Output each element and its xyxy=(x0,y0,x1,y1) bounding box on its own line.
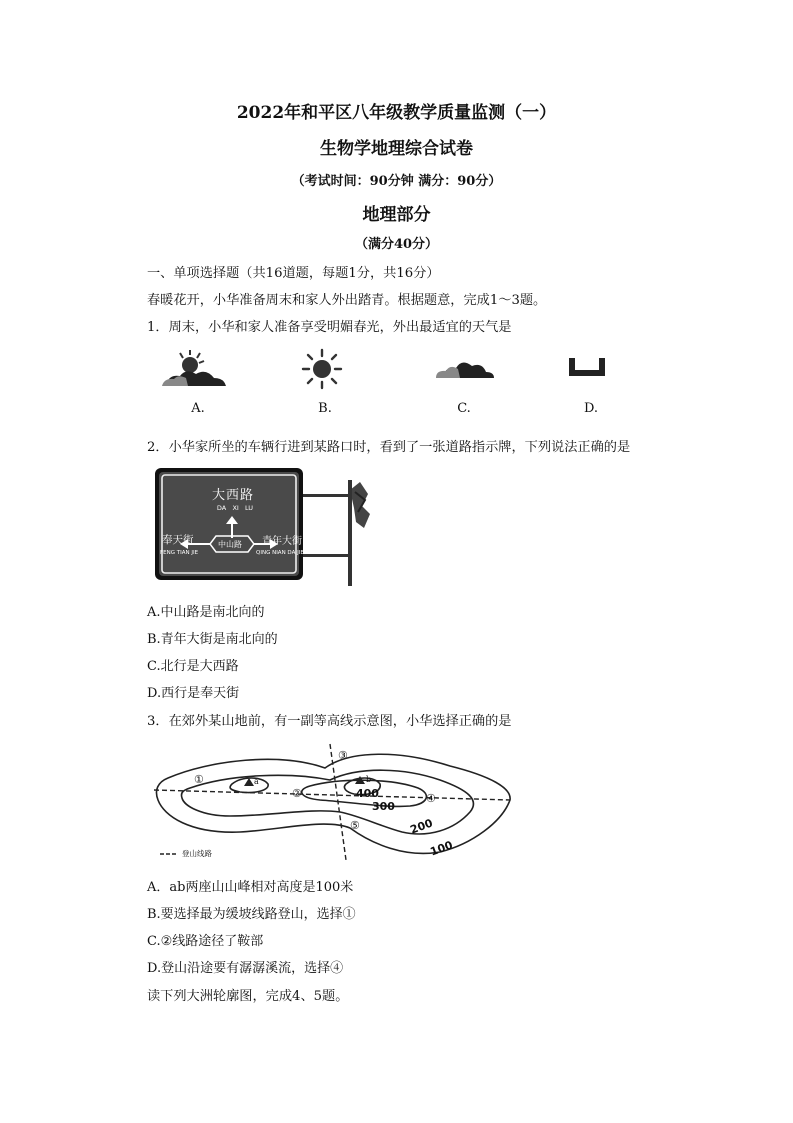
section-score: （满分40分） xyxy=(354,237,439,252)
q3-option-b: B.要选择最为缓坡线路登山，选择① xyxy=(147,907,356,922)
question-3-stem: 3．在郊外某山地前，有一副等高线示意图，小华选择正确的是 xyxy=(147,714,512,729)
cloudy-icon xyxy=(434,352,496,386)
sunny-icon xyxy=(299,348,345,394)
choice-a-label: A. xyxy=(191,401,205,416)
sign-right-road: 青年大街 xyxy=(262,536,302,547)
section-title: 地理部分 xyxy=(362,205,431,225)
next-section-intro: 读下列大洲轮廓图，完成4、5题。 xyxy=(147,989,349,1004)
sign-top-pinyin: DA XI LU xyxy=(216,504,254,512)
q2-option-c: C.北行是大西路 xyxy=(147,659,239,674)
sign-right-pinyin: QING NIAN DA JIE xyxy=(256,550,304,556)
q3-option-c: C.②线路途径了鞍部 xyxy=(147,934,264,949)
exam-info: （考试时间：90分钟 满分：90分） xyxy=(291,174,502,189)
choice-c-label: C. xyxy=(457,401,471,416)
route-marker-4: ④ xyxy=(426,792,436,805)
contour-label-100: 100 xyxy=(428,838,455,859)
part-intro: 春暖花开，小华准备周末和家人外出踏青。根据题意，完成1～3题。 xyxy=(147,293,547,308)
q2-option-b: B.青年大街是南北向的 xyxy=(147,632,278,647)
q3-option-a: A．ab两座山山峰相对高度是100米 xyxy=(147,880,354,895)
fog-icon xyxy=(566,356,608,384)
route-marker-5: ⑤ xyxy=(350,819,360,832)
peak-a-label: a xyxy=(254,777,259,786)
peak-b-label: b xyxy=(366,775,372,784)
contour-label-200: 200 xyxy=(408,816,435,837)
route-marker-1: ① xyxy=(194,773,204,786)
contour-label-300: 300 xyxy=(372,800,395,813)
contour-map-figure xyxy=(150,740,520,865)
sign-left-pinyin: FENG TIAN JIE xyxy=(160,550,199,556)
q2-option-d: D.西行是奉天街 xyxy=(147,686,240,701)
q3-option-d: D.登山沿途要有潺潺溪流，选择④ xyxy=(147,961,344,976)
route-marker-2: ② xyxy=(292,787,302,800)
partly-cloudy-icon xyxy=(160,348,230,396)
question-2-stem: 2．小华家所坐的车辆行进到某路口时，看到了一张道路指示牌，下列说法正确的是 xyxy=(147,440,631,455)
exam-subtitle: 生物学地理综合试卷 xyxy=(320,139,473,159)
sign-left-road: 奉天街 xyxy=(162,534,194,546)
sign-middle-road: 中山路 xyxy=(218,540,242,549)
contour-label-400: 400 xyxy=(356,787,379,800)
road-sign-figure xyxy=(150,462,372,586)
choice-b-label: B. xyxy=(318,401,332,416)
map-legend-label: 登山线路 xyxy=(182,849,212,858)
sign-top-road: 大西路 xyxy=(212,488,255,503)
route-marker-3: ③ xyxy=(338,749,348,762)
choice-d-label: D. xyxy=(583,401,599,416)
q2-option-a: A.中山路是南北向的 xyxy=(147,605,265,620)
question-1-stem: 1．周末，小华和家人准备享受明媚春光，外出最适宜的天气是 xyxy=(147,320,512,335)
exam-title: 2022年和平区八年级教学质量监测（一） xyxy=(236,103,557,123)
part-heading: 一、单项选择题（共16道题，每题1分，共16分） xyxy=(147,266,440,281)
